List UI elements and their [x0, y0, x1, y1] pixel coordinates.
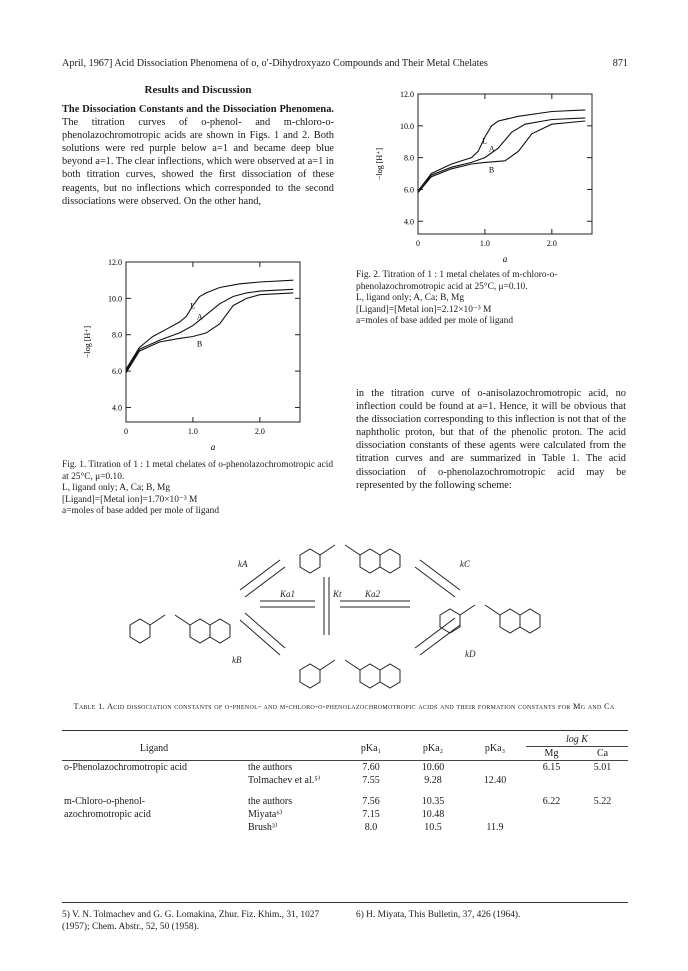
table-cell-pka2: 10.5 — [424, 822, 442, 833]
y-tick-label: 10.0 — [108, 294, 122, 304]
running-header — [62, 58, 628, 69]
table-cell-ca — [577, 774, 628, 791]
series-label: B — [196, 339, 203, 349]
scheme-label: kB — [232, 655, 242, 665]
table-cell-source: the authors — [248, 762, 293, 773]
series-line-B — [418, 121, 585, 193]
table-top-rule — [62, 730, 628, 731]
series-label: L — [482, 136, 488, 146]
col-header: pKa₁ — [360, 743, 382, 754]
table-cell-pka3 — [464, 761, 526, 775]
scheme-label: Ka2 — [365, 589, 381, 599]
footnote-rule — [62, 902, 628, 903]
structure-bottom — [300, 660, 400, 688]
table-row — [62, 774, 628, 791]
footnote-6: 6) H. Miyata, This Bulletin, 37, 426 (1964). — [356, 910, 521, 920]
scheme-label: kD — [465, 649, 476, 659]
scheme-label: kC — [460, 559, 470, 569]
table-cell-mg — [526, 808, 577, 821]
page-number: 871 — [612, 58, 628, 69]
table-cell-pka3 — [464, 808, 526, 821]
table-cell-ligand: o-Phenolazochromotropic acid — [64, 762, 188, 773]
table-cell-pka3 — [464, 791, 526, 808]
fig2-caption-line: L, ligand only; A, Ca; B, Mg — [356, 293, 465, 304]
y-axis-label: −log [H⁺] — [375, 147, 384, 181]
col-header — [246, 733, 340, 761]
running-title: April, 1967] Acid Dissociation Phenomena of o, o′-Dihydroxyazo Compounds and Their Metal Chelates — [62, 58, 488, 69]
series-line-L — [126, 280, 293, 369]
fig1-caption-line: [Ligand]=[Metal ion]=1.70×10⁻³ M — [62, 494, 198, 505]
table-row — [62, 761, 628, 775]
x-tick-label: 2.0 — [254, 427, 265, 436]
x-tick-label: 1.0 — [187, 427, 198, 436]
plot-frame — [418, 94, 592, 234]
table-cell-source: the authors — [248, 796, 293, 807]
y-tick-label: 8.0 — [112, 330, 122, 340]
table-cell-source: Tolmachev et al.⁵⁾ — [248, 775, 321, 786]
series-label: L — [190, 301, 196, 311]
table-cell-pka3: 11.9 — [486, 822, 504, 833]
fig1-caption-line: a=moles of base added per mole of ligand — [62, 506, 220, 517]
scheme-label: Kt — [333, 589, 342, 599]
x-tick-label: 0 — [124, 427, 128, 436]
series-line-A — [418, 118, 585, 193]
footnote-5: 5) V. N. Tolmachev and G. G. Lomakina, Zhur. Fiz. Khim., 31, 1027 (1957); Chem. Abstr., 52, 50 (1958). — [62, 910, 320, 932]
series-label: A — [488, 144, 495, 154]
dissociation-scheme — [110, 505, 590, 695]
table-cell-mg — [526, 774, 577, 791]
table-cell-pka1: 7.56 — [362, 796, 380, 807]
fig1-caption-line: L, ligand only; A, Ca; B, Mg — [62, 483, 171, 494]
x-axis-label: a — [210, 442, 216, 452]
col-header: pKa₂ — [422, 743, 444, 754]
table-cell-pka2: 10.35 — [421, 796, 445, 807]
figure-2-chart — [370, 88, 600, 268]
table-cell-ligand — [62, 821, 246, 834]
table-cell-pka3: 12.40 — [483, 775, 507, 786]
section-title: Results and Discussion — [144, 84, 252, 96]
table-cell-ca — [577, 821, 628, 834]
table-cell-mg — [526, 821, 577, 834]
table-cell-source: Miyata⁶⁾ — [248, 809, 283, 820]
table-row — [62, 791, 628, 808]
series-line-B — [126, 293, 293, 373]
col-header: pKa₃ — [484, 743, 506, 754]
run-in-heading: The Dissociation Constants and the Dissociation Phenomena. — [62, 104, 334, 115]
table-cell-mg: 6.22 — [542, 796, 561, 807]
table-1 — [62, 733, 628, 834]
table-cell-pka1: 7.55 — [362, 775, 380, 786]
col-header: log K — [566, 734, 588, 745]
scheme-label: Ka1 — [280, 589, 296, 599]
table-cell-ca: 5.22 — [593, 796, 612, 807]
col-header: Mg — [526, 747, 577, 761]
table-row — [62, 821, 628, 834]
y-tick-label: 12.0 — [108, 258, 122, 267]
lead-text: The titration curves of o-phenol- and m-chloro-o-phenolazochromotropic acids are shown in Figs. 1 and 2. Both solutions were red purple below a=1 and became deep blue beyond a=1. The clear inflections, which were observed at a=1 in both titration curves, showed the first dissociation of these reagents, but no inflections which corresponded to the second dissociations were observed. On the other hand, — [62, 117, 334, 207]
y-tick-label: 10.0 — [400, 121, 414, 131]
table-header-row — [62, 733, 628, 747]
fig1-caption-line: Fig. 1. Titration of 1 : 1 metal chelates of o-phenolazochromotropic acid at 25°C, μ=0.10. — [62, 460, 334, 482]
y-tick-label: 6.0 — [112, 367, 122, 377]
figure-2-caption — [356, 270, 626, 328]
scheme-label: kA — [238, 559, 248, 569]
table-cell-ligand: azochromotropic acid — [64, 809, 151, 820]
table-cell-mg: 6.15 — [542, 762, 561, 773]
series-label: A — [196, 312, 203, 322]
x-tick-label: 1.0 — [479, 239, 490, 248]
table-cell-pka2: 10.48 — [421, 809, 445, 820]
table-cell-source: Brush³⁾ — [248, 822, 278, 833]
series-label: B — [488, 165, 495, 175]
structure-top — [300, 545, 400, 573]
fig2-caption-line: [Ligand]=[Metal ion]=2.12×10⁻³ M — [356, 304, 492, 315]
col-header: Ca — [577, 747, 628, 761]
structure-left — [130, 615, 230, 643]
table-cell-pka1: 7.60 — [362, 762, 380, 773]
table-cell-pka2: 10.60 — [421, 762, 445, 773]
table-cell-pka2: 9.28 — [424, 775, 442, 786]
lead-paragraph — [62, 103, 334, 208]
figure-1-chart — [78, 256, 308, 456]
table-cell-ca — [577, 808, 628, 821]
y-tick-label: 4.0 — [112, 403, 122, 413]
right-paragraph: in the titration curve of o-anisolazochromotropic acid, no inflection could be found at a=1. Hence, it will be obvious that the dissociation corresponding to this inflection is not that of the naphtholic proton, but that of the phenolic proton. The acid dissociation constants of these agents were calculated from the titration curves and are summarized in Table 1. The acid dissociation of o-phenolazochromotropic acid may be represented by the following scheme: — [356, 388, 626, 491]
table-cell-pka1: 7.15 — [362, 809, 380, 820]
x-tick-label: 2.0 — [546, 239, 557, 248]
fig2-caption-line: a=moles of base added per mole of ligand — [356, 316, 514, 327]
x-tick-label: 0 — [416, 239, 420, 248]
table-cell-ligand — [62, 774, 246, 791]
y-tick-label: 4.0 — [404, 217, 414, 227]
plot-frame — [126, 262, 300, 422]
col-header: Ligand — [139, 743, 169, 754]
table-cell-pka1: 8.0 — [364, 822, 378, 833]
series-line-L — [418, 110, 585, 191]
fig2-caption-line: Fig. 2. Titration of 1 : 1 metal chelates of m-chloro-o-phenolazochromotropic acid at 25°C, μ=0.10. — [356, 270, 558, 292]
x-axis-label: a — [502, 254, 508, 264]
y-tick-label: 8.0 — [404, 153, 414, 163]
y-tick-label: 12.0 — [400, 90, 414, 99]
table-cell-ligand: m-Chloro-o-phenol- — [64, 796, 146, 807]
y-axis-label: −log [H⁺] — [83, 325, 92, 359]
table-cell-ca: 5.01 — [593, 762, 612, 773]
table-caption: Table 1. Acid dissociation constants of o-phenol- and m-chloro-o-phenolazochromotropic acids and their formation constants for Mg and Ca — [73, 702, 615, 711]
table-row — [62, 808, 628, 821]
y-tick-label: 6.0 — [404, 185, 414, 195]
